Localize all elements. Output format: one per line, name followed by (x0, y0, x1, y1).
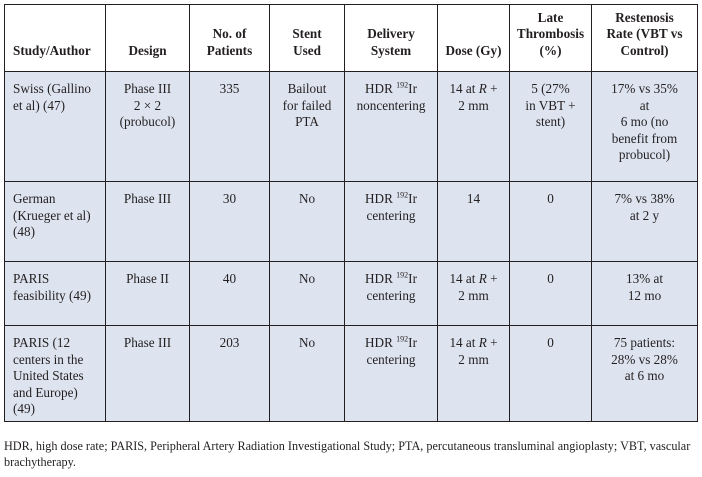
cell-delivery: HDR $^{192}$Ir centering (345, 182, 438, 262)
cell-patients: 203 (190, 326, 270, 422)
cell-design: Phase III (106, 326, 190, 422)
table-row (5, 326, 698, 422)
header-restenosis: Restenosis Rate (VBT vs Control) (592, 5, 698, 72)
cell-stent: Bailout for failed PTA (270, 72, 345, 182)
cell-restenosis: 7% vs 38% at 2 y (592, 182, 698, 262)
cell-patients: 40 (190, 262, 270, 326)
cell-delivery: HDR $^{192}$Ir centering (345, 326, 438, 422)
table-row (5, 262, 698, 326)
cell-stent: No (270, 182, 345, 262)
cell-study: PARIS feasibility (49) (5, 262, 106, 326)
cell-restenosis: 75 patients: 28% vs 28% at 6 mo (592, 326, 698, 422)
header-patients: No. of Patients (190, 5, 270, 72)
header-thrombosis: Late Thrombosis (%) (510, 5, 592, 72)
table-header-row (5, 5, 698, 72)
cell-thrombosis: 0 (510, 182, 592, 262)
cell-thrombosis: 0 (510, 326, 592, 422)
cell-study: PARIS (12 centers in the United States and Europe) (49) (5, 326, 106, 422)
cell-dose: 14 at R + 2 mm (438, 72, 510, 182)
cell-stent: No (270, 326, 345, 422)
study-table-container (4, 4, 697, 422)
cell-thrombosis: 0 (510, 262, 592, 326)
header-delivery: Delivery System (345, 5, 438, 72)
cell-restenosis: 17% vs 35% at 6 mo (no benefit from probucol) (592, 72, 698, 182)
cell-dose: 14 at R + 2 mm (438, 262, 510, 326)
cell-thrombosis: 5 (27% in VBT + stent) (510, 72, 592, 182)
cell-design: Phase III 2 × 2 (probucol) (106, 72, 190, 182)
table-row (5, 72, 698, 182)
header-design: Design (106, 5, 190, 72)
cell-delivery: HDR $^{192}$Ir centering (345, 262, 438, 326)
cell-study: German (Krueger et al) (48) (5, 182, 106, 262)
cell-delivery: HDR $^{192}$Ir noncentering (345, 72, 438, 182)
table-row (5, 182, 698, 262)
cell-dose: 14 at R + 2 mm (438, 326, 510, 422)
cell-stent: No (270, 262, 345, 326)
study-table (4, 4, 698, 422)
header-study-author: Study/Author (5, 5, 106, 72)
cell-patients: 335 (190, 72, 270, 182)
header-dose: Dose (Gy) (438, 5, 510, 72)
table-footnote: HDR, high dose rate; PARIS, Peripheral Artery Radiation Investigational Study; PTA, percutaneous transluminal angioplasty; VBT, vascular brachytherapy. (4, 439, 691, 469)
cell-restenosis: 13% at 12 mo (592, 262, 698, 326)
cell-study: Swiss (Gallino et al) (47) (5, 72, 106, 182)
cell-patients: 30 (190, 182, 270, 262)
cell-design: Phase II (106, 262, 190, 326)
header-stent: Stent Used (270, 5, 345, 72)
cell-design: Phase III (106, 182, 190, 262)
cell-dose: 14 (438, 182, 510, 262)
